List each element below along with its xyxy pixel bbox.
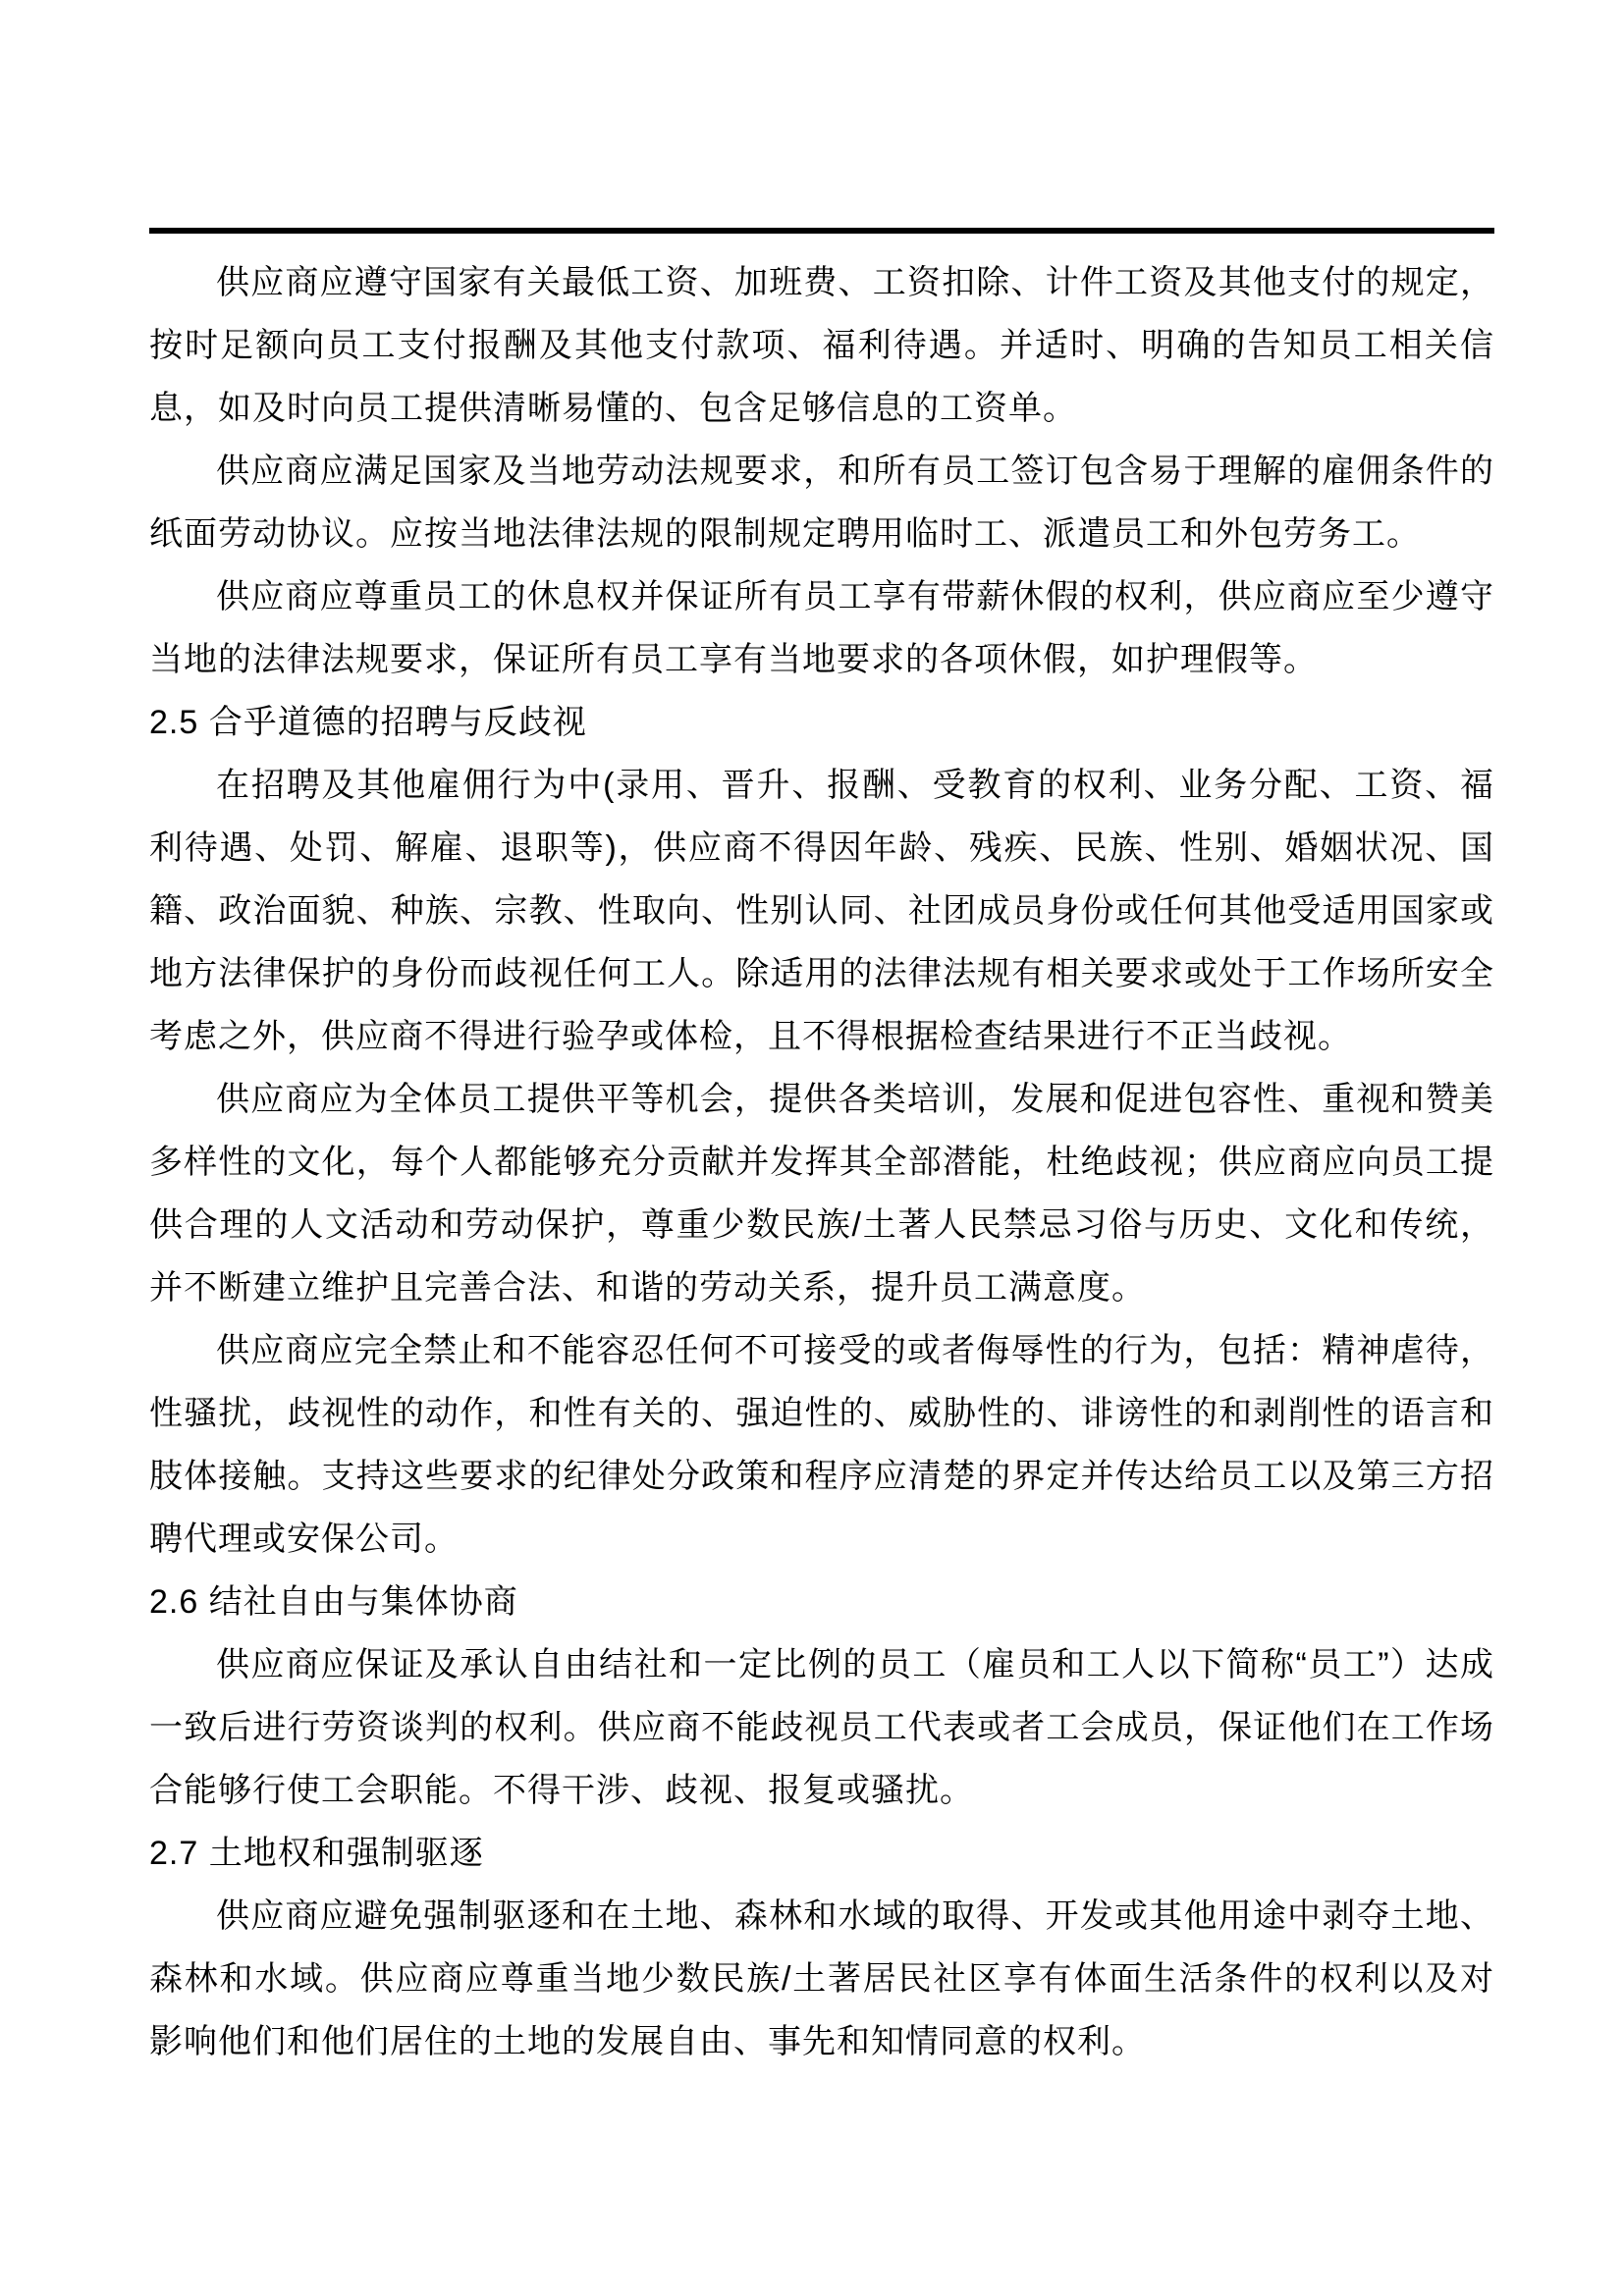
paragraph: 供应商应遵守国家有关最低工资、加班费、工资扣除、计件工资及其他支付的规定，按时足额向员工支付报酬及其他支付款项、福利待遇。并适时、明确的告知员工相关信息，如及时向员工提供清晰易懂的、包含足够信息的工资单。 [149,264,1494,427]
paragraph: 供应商应避免强制驱逐和在土地、森林和水域的取得、开发或其他用途中剥夺土地、森林和水域。供应商应尊重当地少数民族/土著居民社区享有体面生活条件的权利以及对影响他们和他们居住的土地的发展自由、事先和知情同意的权利。 [149,1897,1494,2060]
top-divider [149,228,1494,234]
paragraph: 供应商应完全禁止和不能容忍任何不可接受的或者侮辱性的行为，包括：精神虐待，性骚扰，歧视性的动作，和性有关的、强迫性的、威胁性的、诽谤性的和剥削性的语言和肢体接触。支持这些要求的纪律处分政策和程序应清楚的界定并传达给员工以及第三方招聘代理或安保公司。 [149,1332,1494,1558]
section-heading: 2.6 结社自由与集体协商 [149,1583,518,1621]
section-heading: 2.5 合乎道德的招聘与反歧视 [149,704,587,741]
paragraph: 供应商应保证及承认自由结社和一定比例的员工（雇员和工人以下简称“员工”）达成一致后进行劳资谈判的权利。供应商不能歧视员工代表或者工会成员，保证他们在工作场合能够行使工会职能。不得干涉、歧视、报复或骚扰。 [149,1646,1494,1809]
paragraph: 在招聘及其他雇佣行为中(录用、晋升、报酬、受教育的权利、业务分配、工资、福利待遇、处罚、解雇、退职等)，供应商不得因年龄、残疾、民族、性别、婚姻状况、国籍、政治面貌、种族、宗教、性取向、性别认同、社团成员身份或任何其他受适用国家或地方法律保护的身份而歧视任何工人。除适用的法律法规有相关要求或处于工作场所安全考虑之外，供应商不得进行验孕或体检，且不得根据检查结果进行不正当歧视。 [149,767,1494,1055]
paragraph: 供应商应满足国家及当地劳动法规要求，和所有员工签订包含易于理解的雇佣条件的纸面劳动协议。应按当地法律法规的限制规定聘用临时工、派遣员工和外包劳务工。 [149,453,1494,553]
section-heading: 2.7 土地权和强制驱逐 [149,1835,484,1872]
paragraph: 供应商应尊重员工的休息权并保证所有员工享有带薪休假的权利，供应商应至少遵守当地的法律法规要求，保证所有员工享有当地要求的各项休假，如护理假等。 [149,578,1494,678]
document-body [149,251,1494,2073]
paragraph: 供应商应为全体员工提供平等机会，提供各类培训，发展和促进包容性、重视和赞美多样性的文化，每个人都能够充分贡献并发挥其全部潜能，杜绝歧视；供应商应向员工提供合理的人文活动和劳动保护，尊重少数民族/土著人民禁忌习俗与历史、文化和传统，并不断建立维护且完善合法、和谐的劳动关系，提升员工满意度。 [149,1081,1494,1307]
